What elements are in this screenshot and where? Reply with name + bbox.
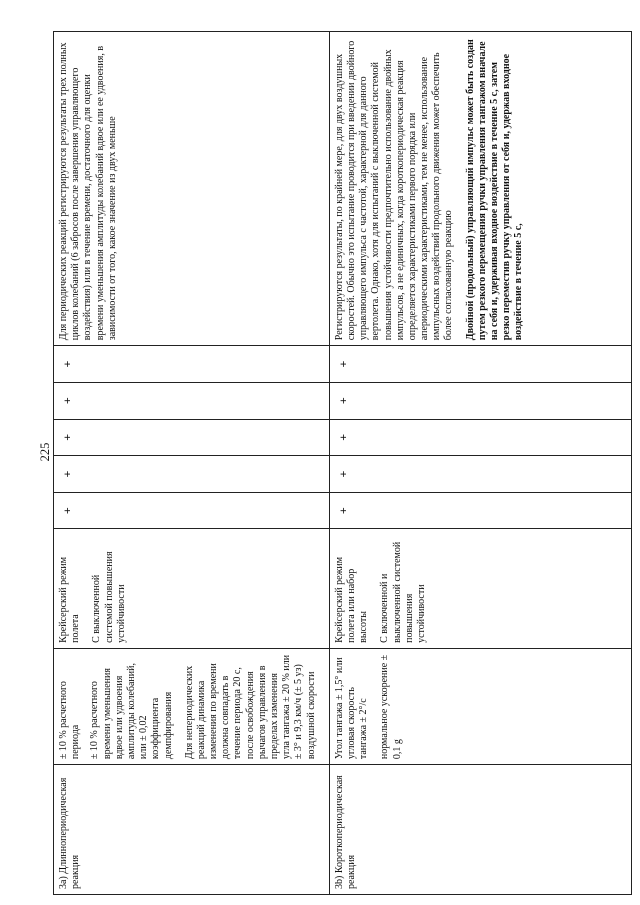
level-mark: + bbox=[54, 456, 330, 493]
tolerance-line: ± 10 % расчетного периода bbox=[58, 681, 82, 760]
level-mark: + bbox=[329, 456, 631, 493]
tolerance-cell bbox=[54, 648, 330, 764]
tolerance-line: Для непериодических реакций динамика изменения по времени должна совпадать в течение периода 20 с, после освобождения рычагов управления в пределах изменения угла тангажа ± 20 % или ± 3° и 9,3 км/ч (± 5 уз) воздушной скорости bbox=[183, 654, 317, 760]
note-paragraph: Регистрируются результаты, по крайней мере, для двух воздушных скоростей. Обычно это испытание проводится при введении двойного управляющего импульса с частотой, характерной для данного вертолета. Однако, хотя для испытаний с выключенной системой повышения устойчивости предпочтительно использование двойных импульсов, а не единичных, когда короткопериодическая реакция определяется характеристиками первого порядка или апериодическими характеристиками, тем не менее, использование импульсных воздействий продольного движения может обеспечить более согласованную реакцию bbox=[333, 40, 455, 341]
tolerance-line: ± 10 % расчетного времени уменьшения вдвое или удвоения амплитуды колебаний, или ± 0,02 коэффициента демпфирования bbox=[89, 663, 174, 760]
table-row bbox=[329, 32, 631, 895]
level-mark: + bbox=[329, 419, 631, 456]
test-name: 3b) Короткопериодическая реакция bbox=[333, 775, 357, 889]
tolerance-line: Угол тангажа ± 1,5° или угловая скорость тангажа ± 2°/с bbox=[333, 657, 370, 760]
page-number: 225 bbox=[38, 442, 52, 462]
test-name: 3a) Длиннопериодическая реакция bbox=[58, 777, 82, 889]
flight-test-table bbox=[53, 31, 632, 895]
tolerance-cell bbox=[329, 648, 631, 764]
level-mark: + bbox=[54, 492, 330, 529]
rotated-sheet bbox=[53, 31, 595, 895]
notes-cell bbox=[54, 32, 330, 346]
notes-cell bbox=[329, 32, 631, 346]
test-name-cell bbox=[329, 765, 631, 895]
conditions-cell bbox=[54, 529, 330, 648]
level-mark: + bbox=[54, 346, 330, 383]
test-name-cell bbox=[54, 765, 330, 895]
condition-line: Крейсерский режим полета или набор высоты bbox=[333, 556, 370, 643]
condition-line: Крейсерский режим полета bbox=[58, 556, 82, 643]
level-mark: + bbox=[329, 492, 631, 529]
level-mark: + bbox=[329, 346, 631, 383]
condition-line: С включенной и выключенной системой повышения устойчивости bbox=[379, 541, 427, 643]
conditions-cell bbox=[329, 529, 631, 648]
level-mark: + bbox=[54, 382, 330, 419]
table-frame bbox=[53, 31, 595, 895]
level-mark: + bbox=[329, 382, 631, 419]
table-row bbox=[54, 32, 330, 895]
tolerance-line: нормальное ускорение ± 0,1 g bbox=[379, 654, 403, 760]
condition-line: С выключенной системой повышения устойчивости bbox=[91, 551, 127, 643]
level-mark: + bbox=[54, 419, 330, 456]
note-paragraph: Двойной (продольный) управляющий импульс может быть создан путем резкого перемещения ручки управления тангажом вначале на себя и, удерживая входное воздействие в течение 5 с, затем резко переместив ручку управления от себя и, удержав входное воздействие в течение 5 с, bbox=[464, 39, 525, 341]
note-paragraph: Для периодических реакций регистрируются результаты трех полных циклов колебаний (6 забросов после завершения управляющего воздействия) или в течение времени, достаточного для оценки времени уменьшения амплитуды колебаний вдвое или ее удвоения, в зависимости от того, какое значение из двух меньше bbox=[58, 42, 118, 341]
